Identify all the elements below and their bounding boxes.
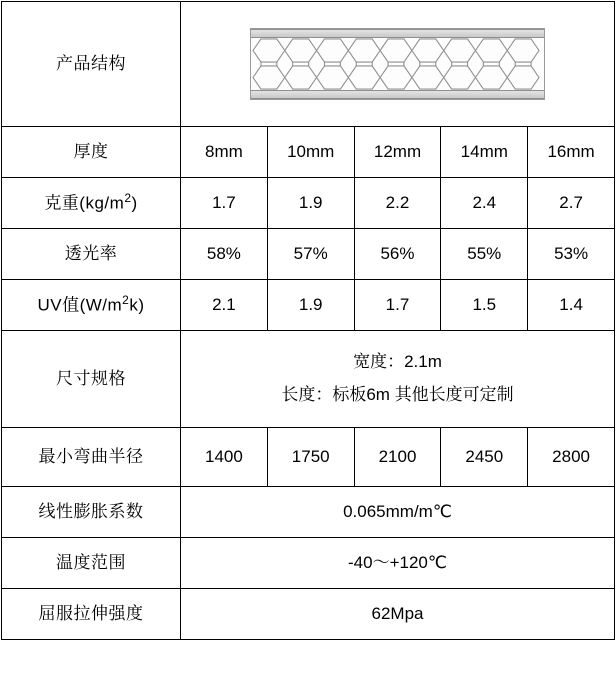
yield-tensile-strength-value: 62Mpa: [181, 589, 615, 640]
row-label-weight-main: 克重(kg/m: [44, 193, 125, 213]
row-label-uv-sup: 2: [122, 293, 130, 308]
light-transmittance-value-4: 55%: [441, 229, 528, 280]
min-bend-radius-value-5: 2800: [528, 428, 615, 487]
uv-value-2: 1.9: [267, 280, 354, 331]
row-label-yield-tensile-strength: 屈服拉伸强度: [2, 589, 181, 640]
row-label-uv-main: UV值(W/m: [37, 295, 123, 315]
row-label-weight: [2, 178, 181, 229]
weight-value-1: 1.7: [181, 178, 268, 229]
honeycomb-panel-icon: [250, 28, 545, 100]
table-row-weight: [2, 178, 615, 229]
size-spec-value-cell: [181, 331, 615, 428]
spec-sheet: [0, 1, 616, 688]
row-label-product-structure: 产品结构: [2, 2, 181, 127]
panel-honeycomb-core: [251, 38, 544, 90]
table-row-light-transmittance: [2, 229, 615, 280]
thickness-value-4: 14mm: [441, 127, 528, 178]
linear-expansion-coefficient-value: 0.065mm/m℃: [181, 487, 615, 538]
product-structure-graphic-cell: [181, 2, 615, 127]
row-label-uv-value: [2, 280, 181, 331]
light-transmittance-value-3: 56%: [354, 229, 441, 280]
row-label-light-transmittance: 透光率: [2, 229, 181, 280]
row-label-thickness: 厚度: [2, 127, 181, 178]
table-row-linear-expansion-coefficient: [2, 487, 615, 538]
specification-table: [1, 1, 615, 640]
size-spec-line-width: 宽度：2.1m: [353, 352, 442, 372]
row-label-size-spec: 尺寸规格: [2, 331, 181, 428]
min-bend-radius-value-2: 1750: [267, 428, 354, 487]
table-row-yield-tensile-strength: [2, 589, 615, 640]
row-label-weight-sup: 2: [124, 191, 132, 206]
weight-value-2: 1.9: [267, 178, 354, 229]
weight-value-3: 2.2: [354, 178, 441, 229]
panel-top-skin: [251, 29, 544, 38]
light-transmittance-value-5: 53%: [528, 229, 615, 280]
table-row-min-bend-radius: [2, 428, 615, 487]
row-label-linear-expansion-coefficient: 线性膨胀系数: [2, 487, 181, 538]
row-label-min-bend-radius: 最小弯曲半径: [2, 428, 181, 487]
table-row-product-structure: [2, 2, 615, 127]
panel-bottom-skin: [251, 90, 544, 99]
light-transmittance-value-2: 57%: [267, 229, 354, 280]
temperature-range-value: -40～+120℃: [181, 538, 615, 589]
weight-value-5: 2.7: [528, 178, 615, 229]
thickness-value-3: 12mm: [354, 127, 441, 178]
row-label-temperature-range: 温度范围: [2, 538, 181, 589]
table-row-size-spec: [2, 331, 615, 428]
uv-value-3: 1.7: [354, 280, 441, 331]
row-label-uv-end: k): [129, 295, 145, 315]
min-bend-radius-value-4: 2450: [441, 428, 528, 487]
table-row-temperature-range: [2, 538, 615, 589]
honeycomb-pattern-icon: [251, 38, 544, 90]
row-label-weight-end: ): [131, 193, 138, 213]
uv-value-1: 2.1: [181, 280, 268, 331]
uv-value-4: 1.5: [441, 280, 528, 331]
light-transmittance-value-1: 58%: [181, 229, 268, 280]
table-row-thickness: [2, 127, 615, 178]
weight-value-4: 2.4: [441, 178, 528, 229]
thickness-value-5: 16mm: [528, 127, 615, 178]
uv-value-5: 1.4: [528, 280, 615, 331]
size-spec-line-length: 长度：标板6m 其他长度可定制: [281, 385, 514, 404]
table-row-uv-value: [2, 280, 615, 331]
min-bend-radius-value-1: 1400: [181, 428, 268, 487]
thickness-value-1: 8mm: [181, 127, 268, 178]
thickness-value-2: 10mm: [267, 127, 354, 178]
min-bend-radius-value-3: 2100: [354, 428, 441, 487]
